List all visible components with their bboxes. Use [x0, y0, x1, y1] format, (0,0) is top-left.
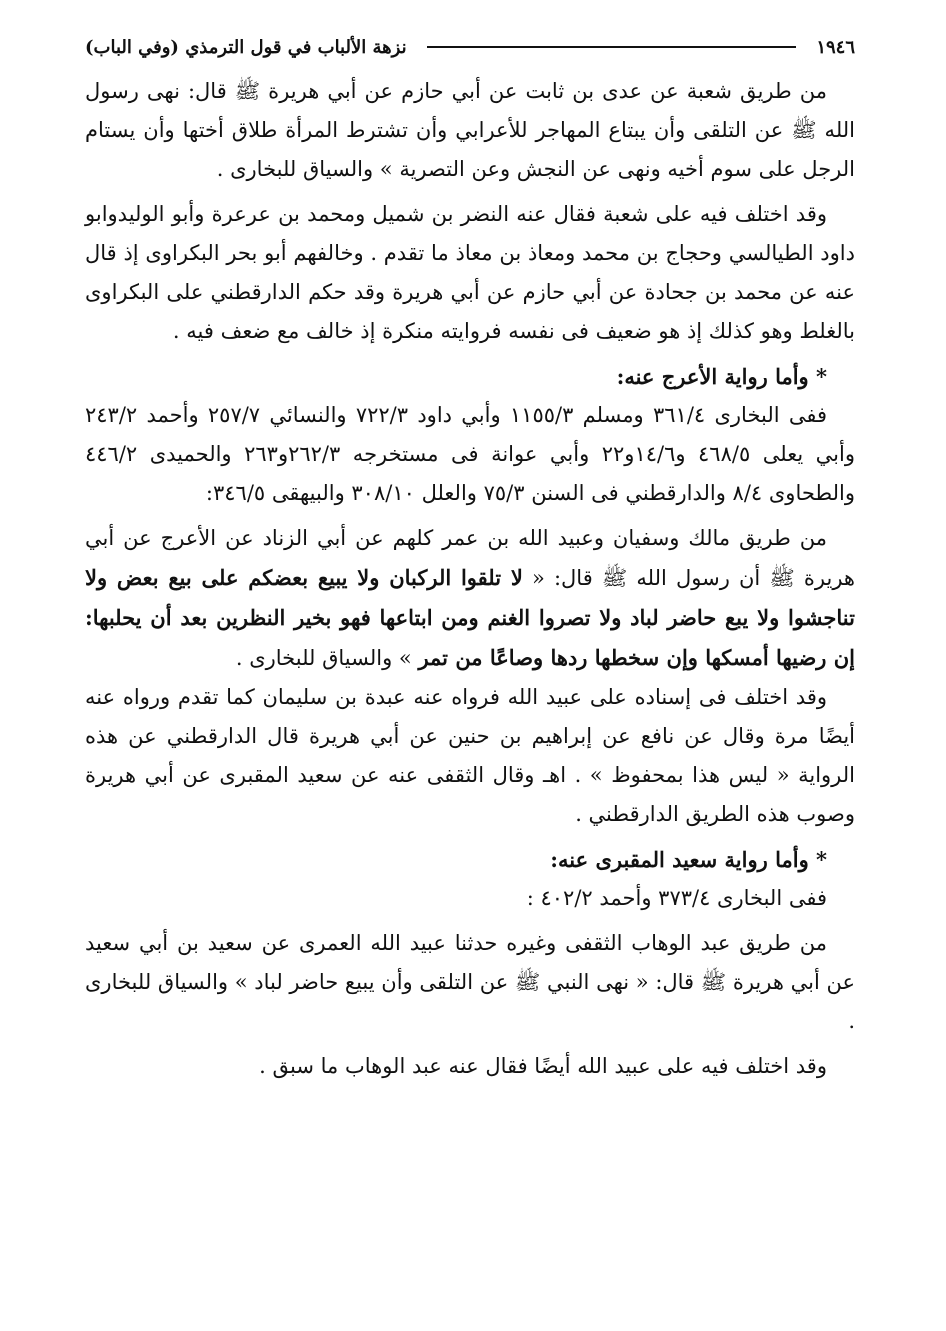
document-page [85, 30, 855, 1310]
paragraph-shuba-disagreement: وقد اختلف فيه على شعبة فقال عنه النضر بن شميل ومحمد بن عرعرة وأبو الوليدوابو داود الطيالسي وحجاج بن محمد ومعاذ بن معاذ ما تقدم . وخالفهم أبو بحر البكراوى إذ قال عنه عن محمد بن جحادة عن أبي حازم عن أبي هريرة وقد حكم الدارقطني على البكراوى بالغلط وهو كذلك إذ هو ضعيف فى نفسه فروايته منكرة إذ خالف مع ضعف فيه . [85, 202, 855, 343]
hadith-text-bold: لا تلقوا الركبان ولا يبيع بعضكم على بيع بعض ولا تناجشوا ولا يبع حاضر لباد ولا تصروا الغنم ومن ابتاعها فهو بخير النظرين بعد أن يحلبها: إن رضيها أمسكها وإن سخطها ردها وصاعًا من تمر [85, 565, 855, 670]
page-number: ١٩٤٦ [816, 36, 855, 58]
araj-chain-outro: » والسياق للبخارى . [235, 646, 419, 670]
paragraph-maqburi-chain: من طريق عبد الوهاب الثقفى وغيره حدثنا عبيد الله العمرى عن سعيد بن أبي سعيد عن أبي هريرة ﷺ قال: « نهى النبي ﷺ عن التلقى وأن يبيع حاضر لباد » والسياق للبخارى . [85, 931, 855, 1033]
page-header [85, 30, 855, 64]
paragraph-maqburi-sources: ففى البخارى ٣٧٣/٤ وأحمد ٤٠٢/٢ : [526, 886, 827, 910]
section-heading-araj: * وأما رواية الأعرج عنه: [616, 364, 827, 389]
paragraph-shuba-chain: من طريق شعبة عن عدى بن ثابت عن أبي حازم عن أبي هريرة ﷺ قال: نهى رسول الله ﷺ عن التلقى وأن يبتاع المهاجر للأعرابي وأن تشترط المرأة طلاق أختها وأن يستام الرجل على سوم أخيه ونهى عن النجش وعن التصرية » والسياق للبخارى . [85, 79, 855, 181]
paragraph-ubaidullah-disagreement: وقد اختلف فى إسناده على عبيد الله فرواه عنه عبدة بن سليمان كما تقدم ورواه عنه أيضًا مرة وقال عن نافع عن إبراهيم بن حنين عن أبي هريرة قال الدارقطني عن هذه الرواية « ليس هذا بمحفوظ » . اهـ وقال الثقفى عنه عن سعيد المقبرى عن أبي هريرة وصوب هذه الطريق الدارقطني . [85, 685, 855, 826]
paragraph-araj-chain [85, 519, 855, 678]
paragraph-final-note: وقد اختلف فيه على عبيد الله أيضًا فقال عنه عبد الوهاب ما سبق . [259, 1054, 827, 1078]
running-title: نزهة الألباب في قول الترمذي (وفي الباب) [85, 36, 407, 58]
header-rule [427, 46, 797, 48]
paragraph-araj-sources: ففى البخارى ٣٦١/٤ ومسلم ١١٥٥/٣ وأبي داود ٧٢٢/٣ والنسائي ٢٥٧/٧ وأحمد ٢٤٣/٢ وأبي يعلى ٤٦٨/٥ و١٤/٦و٢٢ وأبي عوانة فى مستخرجه ٢٦٢/٣و٢٦٣ والحميدى ٤٤٦/٢ والطحاوى ٨/٤ والدارقطني فى السنن ٧٥/٣ والعلل ٣٠٨/١٠ والبيهقى ٣٤٦/٥: [85, 403, 856, 505]
section-heading-maqburi: * وأما رواية سعيد المقبرى عنه: [550, 847, 827, 872]
page-body [85, 72, 855, 1086]
araj-chain-intro: من طريق مالك وسفيان وعبيد الله بن عمر كلهم عن أبي الزناد عن الأعرج عن أبي هريرة ﷺ أن رسول الله ﷺ قال: « [85, 526, 855, 590]
